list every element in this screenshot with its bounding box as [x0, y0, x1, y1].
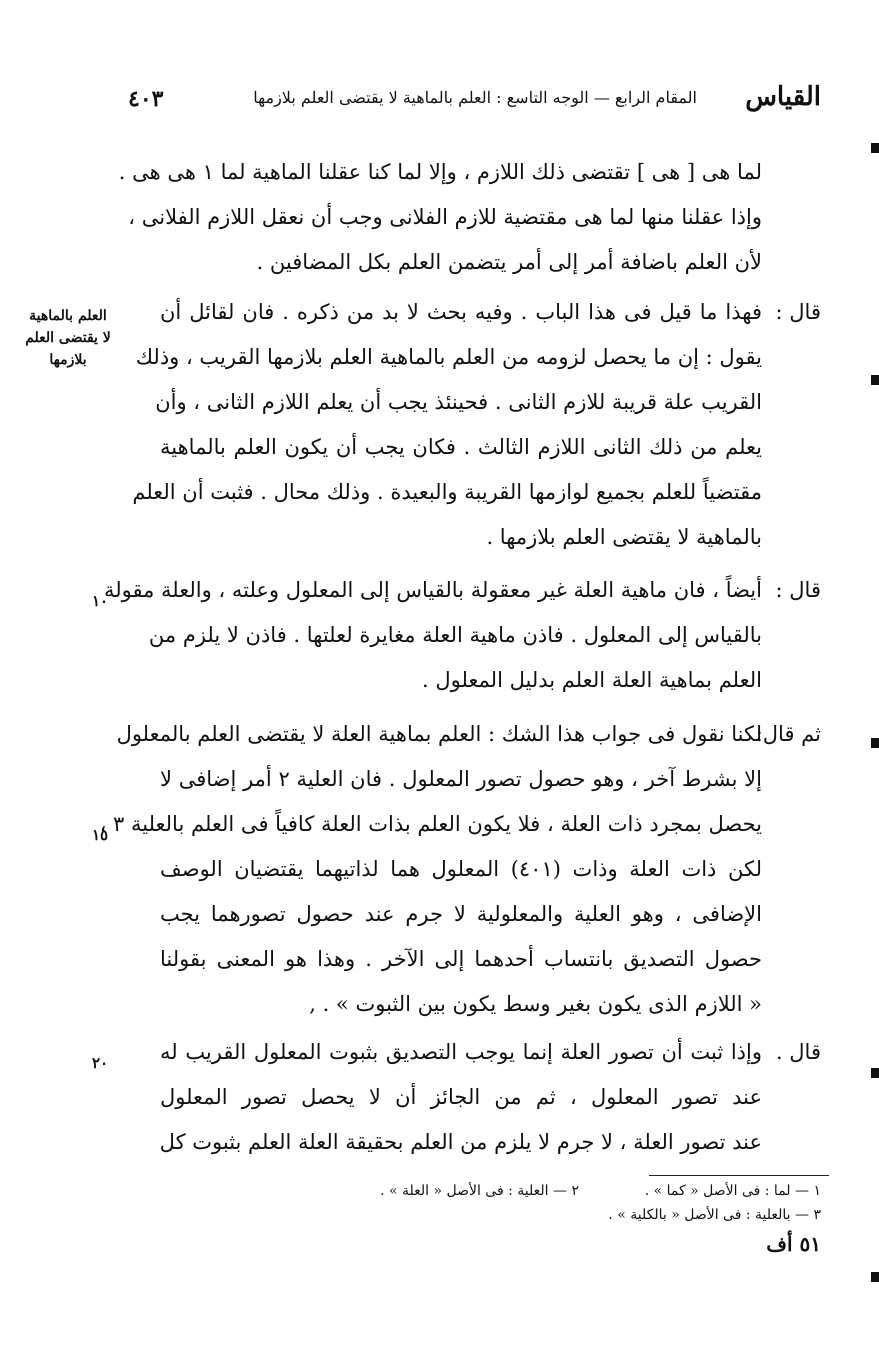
- speaker-label: قال :: [775, 578, 821, 602]
- text-line: الإضافى ، وهو العلية والمعلولية لا جرم عند حصول تصورهما يجب: [160, 902, 762, 926]
- text-line: أيضاً ، فان ماهية العلة غير معقولة بالقياس إلى المعلول وعلته ، والعلة مقولة: [103, 578, 762, 602]
- line-number: ٢٠: [92, 1054, 109, 1072]
- paragraph-conclusion: [160, 1030, 762, 1165]
- margin-note-line: بلازمها: [49, 352, 87, 368]
- page-number: ٤٠٣: [128, 86, 164, 112]
- footnote: ٣ — بالعلية : فى الأصل « بالكلية » .: [608, 1207, 821, 1223]
- margin-note-line: لا يقتضى العلم: [25, 330, 111, 346]
- speaker-label: قال :: [775, 300, 821, 324]
- footnote-rule: [649, 1175, 829, 1176]
- line-number: ١٠: [92, 592, 109, 610]
- text-line: حصول التصديق بانتساب أحدهما إلى الآخر . وهذا هو المعنى بقولنا: [160, 947, 762, 971]
- text-line: عند تصور العلة ، لا جرم لا يلزم من العلم بحقيقة العلة العلم بثبوت كل: [159, 1130, 762, 1154]
- scan-edge-mark: [871, 1068, 879, 1078]
- text-line: مقتضياً للعلم بجميع لوازمها القريبة والبعيدة . وذلك محال . فثبت أن العلم: [132, 480, 762, 504]
- paragraph-continuation: [118, 150, 762, 285]
- text-line: العلم بماهية العلة العلم بدليل المعلول .: [421, 668, 762, 692]
- text-line: يقول : إن ما يحصل لزومه من العلم بالماهية العلم بلازمها القريب ، وذلك: [135, 345, 762, 369]
- signature-mark: ٥١ أف: [766, 1232, 821, 1256]
- text-line: لكن ذات العلة وذات (٤٠١) المعلول هما لذاتيهما يقتضيان الوصف: [160, 857, 762, 881]
- text-line: لكنا نقول فى جواب هذا الشك : العلم بماهية العلة لا يقتضى العلم بالمعلول: [116, 722, 762, 746]
- paragraph-doubt: [132, 290, 762, 560]
- text-line: بالماهية لا يقتضى العلم بلازمها .: [486, 525, 762, 549]
- text-line: إلا بشرط آخر ، وهو حصول تصور المعلول . فان العلية ٢ أمر إضافى لا: [160, 767, 762, 791]
- text-line: وإذا ثبت أن تصور العلة إنما يوجب التصديق بثبوت المعلول القريب له: [160, 1040, 762, 1064]
- text-line: « اللازم الذى يكون بغير وسط يكون بين الثبوت » . ,: [309, 992, 762, 1016]
- margin-note: [22, 305, 114, 371]
- paragraph-cause: [103, 568, 762, 703]
- line-number: ١٥: [92, 826, 109, 844]
- speaker-label: ثم قال:: [755, 722, 821, 746]
- footnote: ١ — لما : فى الأصل « كما » .: [644, 1183, 821, 1199]
- scan-edge-mark: [871, 738, 879, 748]
- header-title: القياس: [745, 82, 821, 112]
- text-line: لما هى [ هى ] تقتضى ذلك اللازم ، وإلا لما كنا عقلنا الماهية لما ١ هى هى .: [118, 160, 762, 184]
- text-line: يعلم من ذلك الثانى اللازم الثالث . فكان يجب أن يكون العلم بالماهية: [160, 435, 762, 459]
- margin-note-line: العلم بالماهية: [29, 308, 107, 324]
- text-line: فهذا ما قيل فى هذا الباب . وفيه بحث لا بد من ذكره . فان لقائل أن: [160, 300, 762, 324]
- text-line: يحصل بمجرد ذات العلة ، فلا يكون العلم بذات العلة كافياً فى العلم بالعلية ٣ ،: [99, 812, 762, 836]
- footnote: ٢ — العلية : فى الأصل « العلة » .: [380, 1183, 579, 1199]
- text-line: القريب علة قريبة للازم الثانى . فحينئذ يجب أن يعلم اللازم الثانى ، وأن: [155, 390, 762, 414]
- speaker-label: قال .: [775, 1040, 821, 1064]
- text-line: عند تصور المعلول ، ثم من الجائز أن لا يحصل تصور المعلول: [160, 1085, 762, 1109]
- text-line: بالقياس إلى المعلول . فاذن ماهية العلة مغايرة لعلتها . فاذن لا يلزم من: [148, 623, 762, 647]
- scan-edge-mark: [871, 375, 879, 385]
- text-line: لأن العلم باضافة أمر إلى أمر يتضمن العلم بكل المضافين .: [256, 250, 762, 274]
- text-line: وإذا عقلنا منها لما هى مقتضية للازم الفلانى وجب أن نعقل اللازم الفلانى ،: [128, 205, 762, 229]
- scan-edge-mark: [871, 143, 879, 153]
- running-head: المقام الرابع — الوجه التاسع : العلم بالماهية لا يقتضى العلم بلازمها: [253, 88, 697, 107]
- scan-edge-mark: [871, 1272, 879, 1282]
